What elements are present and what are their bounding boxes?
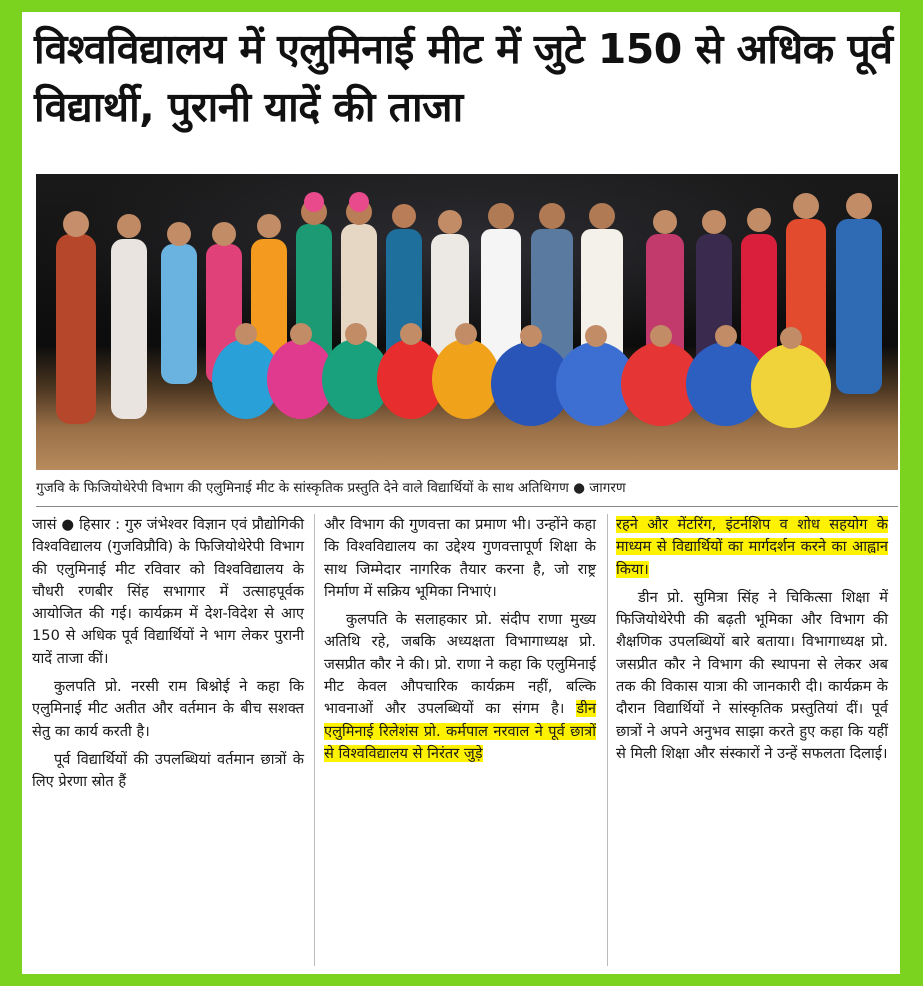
- front-row: [212, 323, 831, 428]
- paragraph: डीन प्रो. सुमित्रा सिंह ने चिकित्सा शिक्षा में फिजियोथेरेपी की बढ़ती भूमिका और विभाग की शैक्षणिक उपलब्धियों बारे बताया। विभागाध्यक्ष प्रो. जसप्रीत कौर ने विभाग की स्थापना से लेकर अब तक की विकास यात्रा की जानकारी दी। कार्यक्रम के दौरान विद्यार्थियों ने सांस्कृतिक प्रस्तुतियां दीं। पूर्व छात्रों ने अपने अनुभव साझा करते हुए कहा कि यहीं से मिली शिक्षा और संस्कारों ने उन्हें सफलता दिलाई।: [616, 588, 888, 762]
- paragraph: [324, 609, 596, 765]
- paragraph: और विभाग की गुणवत्ता का प्रमाण भी। उन्होंने कहा कि विश्वविद्यालय का उद्देश्य गुणवत्तापूर्ण शिक्षा के साथ जिम्मेदार नागरिक तैयार करना है, जो राष्ट्र निर्माण में सक्रिय भूमिका निभाएं।: [324, 516, 596, 600]
- newspaper-clipping: [22, 12, 900, 974]
- group-photo: [36, 174, 898, 470]
- paragraph: कुलपति प्रो. नरसी राम बिश्नोई ने कहा कि एलुमिनाई मीट अतीत और वर्तमान के बीच सशक्त सेतु का कार्य करती है।: [32, 678, 304, 740]
- paragraph-text: कुलपति के सलाहकार प्रो. संदीप राणा मुख्य अतिथि रहे, जबकि अध्यक्षता विभागाध्यक्ष प्रो. जसप्रीत कौर ने की। प्रो. राणा ने कहा कि एलुमिनाई मीट केवल औपचारिक कार्यक्रम नहीं, बल्कि भावनाओं और उपलब्धियों का संगम है।: [324, 611, 596, 718]
- column-divider: [314, 514, 315, 966]
- highlighted-text: रहने और मेंटरिंग, इंटर्नशिप व शोध सहयोग के माध्यम से विद्यार्थियों का मार्गदर्शन करने का आह्वान किया।: [616, 516, 888, 578]
- paragraph: जासं ● हिसार : गुरु जंभेश्वर विज्ञान एवं प्रौद्योगिकी विश्वविद्यालय (गुजविप्रौवि) के फिजियोथेरेपी विभाग की एलुमिनाई मीट रविवार को विश्वविद्यालय के चौधरी रणबीर सिंह सभागार में उत्साहपूर्वक आयोजित की गई। कार्यक्रम में देश-विदेश से आए 150 से अधिक पूर्व विद्यार्थियों ने भाग लेकर पुरानी यादें ताजा कीं।: [32, 516, 304, 667]
- article-column-1: [32, 514, 304, 800]
- group-photo-icon: [36, 174, 898, 470]
- photo-caption: गुजवि के फिजियोथेरेपी विभाग की एलुमिनाई मीट के सांस्कृतिक प्रस्तुति देने वाले विद्यार्थियों के साथ अतिथिगण ● जागरण: [36, 480, 626, 496]
- column-divider: [607, 514, 608, 966]
- article-column-3: [616, 514, 888, 771]
- headline: विश्वविद्यालय में एलुमिनाई मीट में जुटे 150 से अधिक पूर्व विद्यार्थी, पुरानी यादें की ताजा: [34, 25, 893, 131]
- paragraph: [616, 514, 888, 581]
- article-column-2: [324, 514, 596, 771]
- paragraph: पूर्व विद्यार्थियों की उपलब्धियां वर्तमान छात्रों के लिए प्रेरणा स्रोत हैं: [32, 750, 304, 791]
- highlighted-text: डीन एलुमिनाई रिलेशंस प्रो. कर्मपाल नरवाल ने पूर्व छात्रों से विश्वविद्यालय से निरंतर जुड़े: [324, 700, 596, 762]
- divider: [36, 506, 898, 507]
